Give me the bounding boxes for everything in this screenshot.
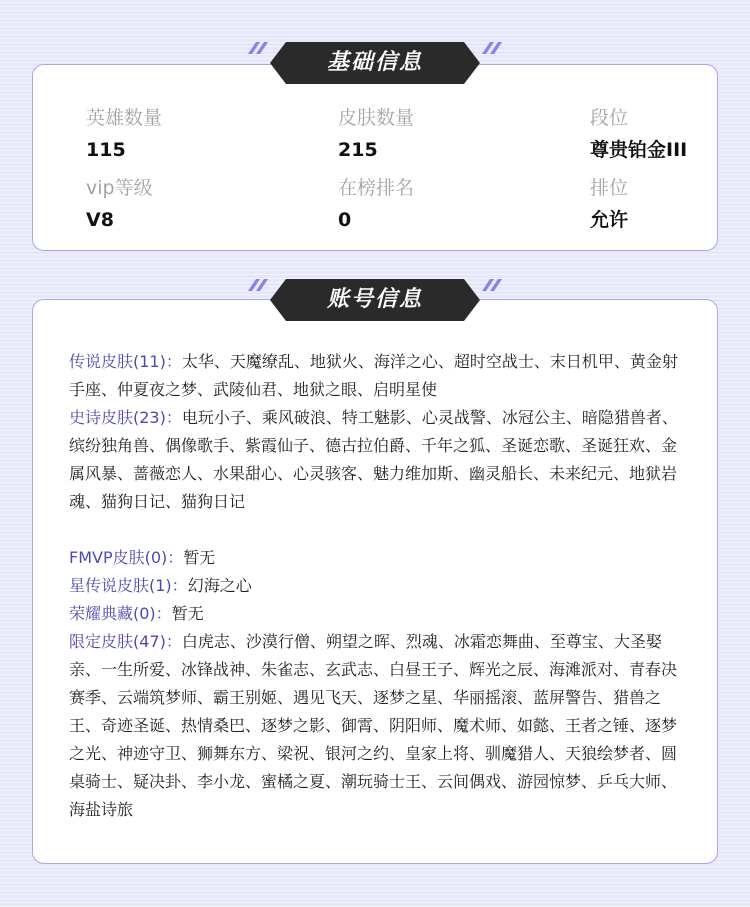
skin-count-stat bbox=[338, 105, 414, 163]
skin-count-value: 215 bbox=[338, 139, 378, 161]
vip-level-stat bbox=[86, 175, 153, 233]
board-rank-value: 0 bbox=[338, 209, 352, 231]
section-banner-basic bbox=[248, 40, 502, 86]
limited-skins-colon: ： bbox=[165, 632, 182, 651]
legend-skins-label: 传说皮肤(11) bbox=[69, 352, 166, 371]
rank-stat bbox=[590, 105, 687, 163]
epic-skins-row bbox=[69, 404, 683, 516]
hero-count-value: 115 bbox=[86, 139, 126, 161]
star-legend-skins-row bbox=[69, 572, 683, 600]
ranked-play-value: 允许 bbox=[590, 209, 629, 231]
rank-value: 尊贵铂金III bbox=[590, 139, 688, 161]
skin-count-label: 皮肤数量 bbox=[338, 107, 415, 129]
vip-level-value: V8 bbox=[86, 209, 114, 231]
vip-level-label: vip等级 bbox=[86, 177, 153, 199]
hero-count-stat bbox=[86, 105, 162, 163]
glory-collection-colon: ： bbox=[155, 604, 172, 623]
fmvp-skins-colon: ： bbox=[167, 548, 184, 567]
section-banner-account bbox=[248, 277, 502, 323]
account-info-card bbox=[32, 299, 718, 864]
section-title-account: 账号信息 bbox=[326, 287, 423, 312]
spacer bbox=[69, 516, 683, 544]
skin-list bbox=[69, 348, 683, 824]
glory-collection-label: 荣耀典藏(0) bbox=[69, 604, 156, 623]
hero-count-label: 英雄数量 bbox=[86, 107, 163, 129]
board-rank-label: 在榜排名 bbox=[338, 177, 415, 199]
legend-skins-colon: ： bbox=[165, 352, 182, 371]
fmvp-skins-items: 暂无 bbox=[183, 548, 216, 567]
epic-skins-colon: ： bbox=[165, 408, 182, 427]
fmvp-skins-label: FMVP皮肤(0) bbox=[69, 548, 168, 567]
glory-collection-items: 暂无 bbox=[171, 604, 204, 623]
star-legend-skins-label: 星传说皮肤(1) bbox=[69, 576, 172, 595]
epic-skins-items: 电玩小子、乘风破浪、特工魅影、心灵战警、冰冠公主、暗隐猎兽者、缤纷独角兽、偶像歌手、紫霞仙子、德古拉伯爵、千年之狐、圣诞恋歌、圣诞狂欢、金属风暴、蔷薇恋人、水果甜心、心灵骇客、魅力维加斯、幽灵船长、未来纪元、地狱岩魂、猫狗日记、猫狗日记 bbox=[69, 408, 678, 511]
rank-label: 段位 bbox=[590, 107, 629, 129]
ranked-play-label: 排位 bbox=[590, 177, 629, 199]
star-legend-skins-colon: ： bbox=[171, 576, 188, 595]
limited-skins-label: 限定皮肤(47) bbox=[69, 632, 166, 651]
legend-skins-items: 太华、天魔缭乱、地狱火、海洋之心、超时空战士、末日机甲、黄金射手座、仲夏夜之梦、武陵仙君、地狱之眼、启明星使 bbox=[69, 352, 678, 399]
limited-skins-row bbox=[69, 628, 683, 824]
basic-info-card bbox=[32, 64, 718, 251]
board-rank-stat bbox=[338, 175, 414, 233]
star-legend-skins-items: 幻海之心 bbox=[187, 576, 252, 595]
limited-skins-items: 白虎志、沙漠行僧、朔望之晖、烈魂、冰霜恋舞曲、至尊宝、大圣娶亲、一生所爱、冰锋战神、朱雀志、玄武志、白昼王子、辉光之辰、海滩派对、青春决赛季、云端筑梦师、霸王别姬、遇见飞天、逐梦之星、华丽摇滚、蓝屏警告、猎兽之王、奇迹圣诞、热情桑巴、逐梦之影、御霄、阴阳师、魔术师、如懿、王者之锤、逐梦之光、神迹守卫、狮舞东方、梁祝、银河之约、皇家上将、驯魔猎人、天狼绘梦者、圆桌骑士、疑决卦、李小龙、蜜橘之夏、潮玩骑士王、云间偶戏、游园惊梦、乒乓大师、海盐诗旅 bbox=[69, 632, 678, 819]
fmvp-skins-row bbox=[69, 544, 683, 572]
ranked-play-stat bbox=[590, 175, 628, 233]
glory-collection-row bbox=[69, 600, 683, 628]
section-title-basic: 基础信息 bbox=[326, 50, 423, 75]
legend-skins-row bbox=[69, 348, 683, 404]
epic-skins-label: 史诗皮肤(23) bbox=[69, 408, 166, 427]
